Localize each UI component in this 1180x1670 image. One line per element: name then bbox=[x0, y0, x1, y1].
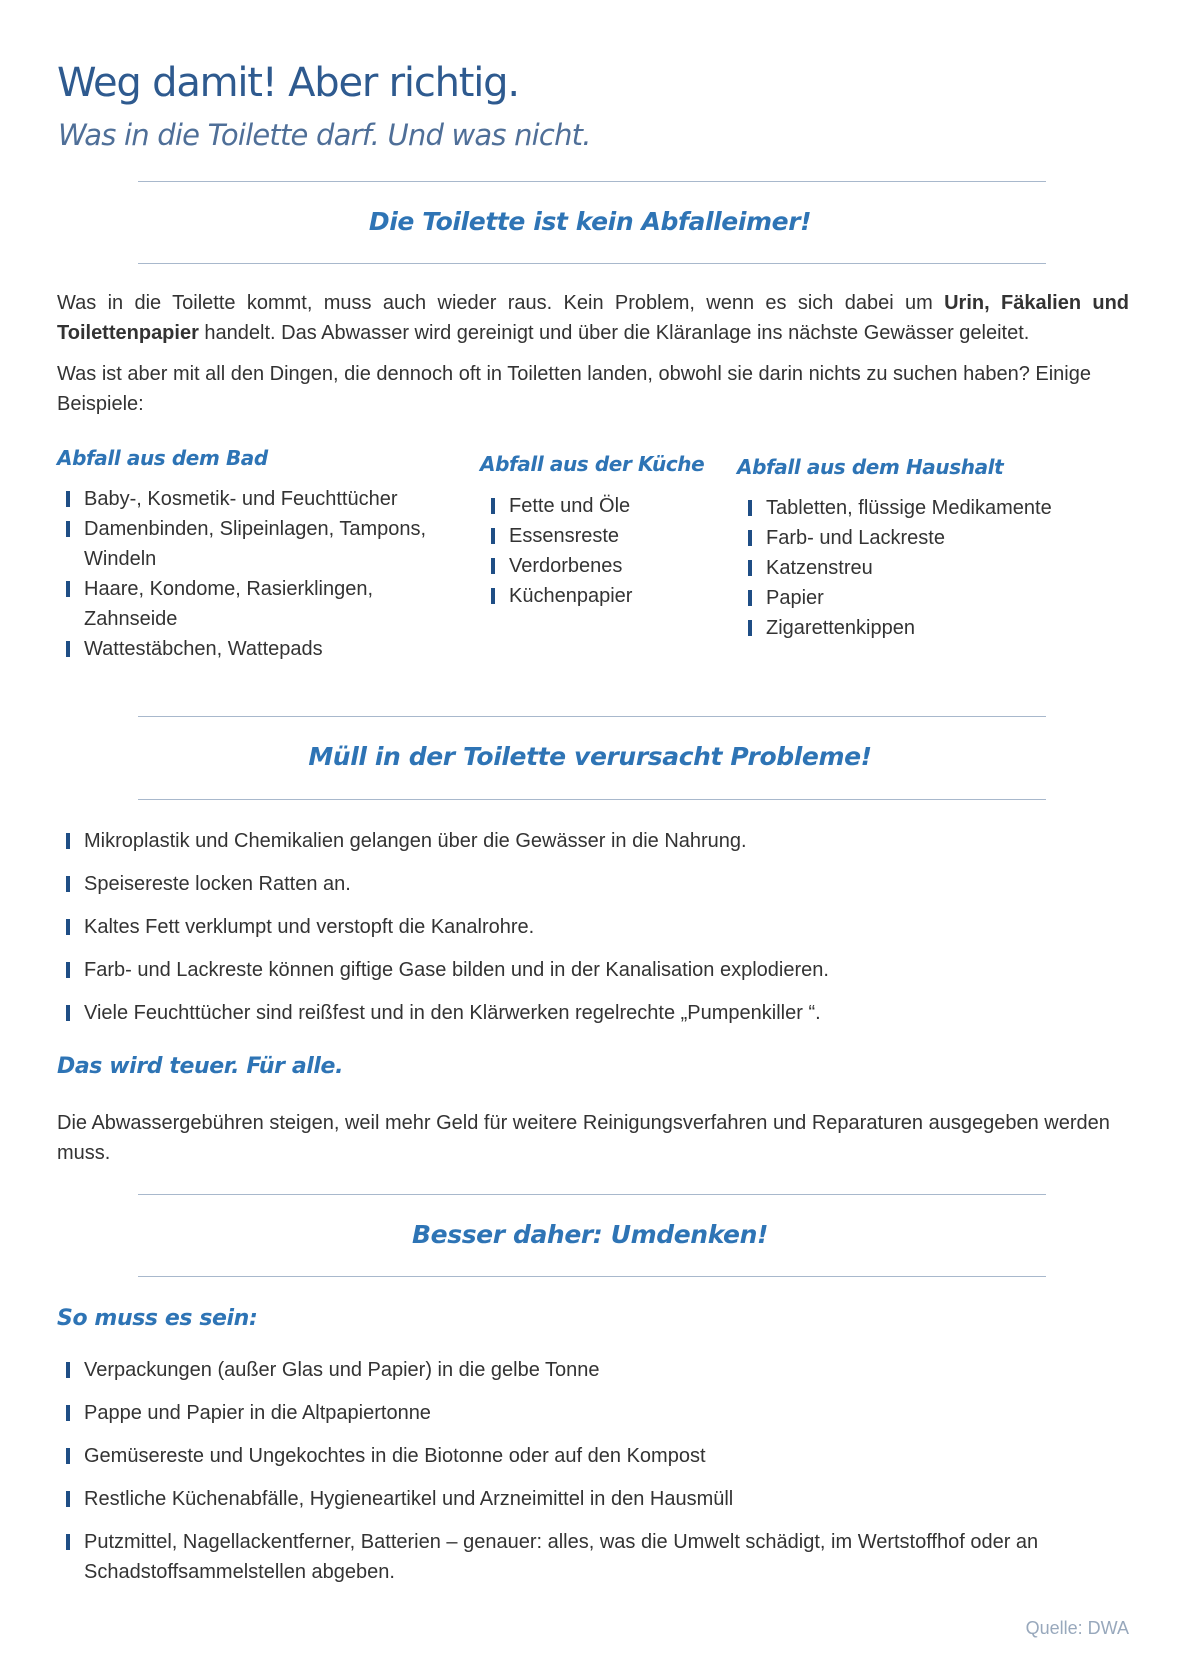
divider-top-3 bbox=[138, 1194, 1046, 1195]
list-item: Katzenstreu bbox=[752, 553, 1147, 583]
list-kitchen-waste bbox=[490, 491, 720, 611]
section-heading-problems: Müll in der Toilette verursacht Probleme! bbox=[308, 742, 872, 771]
list-item: Tabletten, flüssige Medikamente bbox=[752, 493, 1147, 523]
list-item: Viele Feuchttücher sind reißfest und in den Klärwerken regelrechte „Pumpenkiller “. bbox=[70, 998, 1145, 1028]
list-item: Verdorbenes bbox=[495, 551, 720, 581]
source-note: Quelle: DWA bbox=[1025, 1618, 1129, 1638]
list-item: Pappe und Papier in die Altpapiertonne bbox=[70, 1398, 1145, 1428]
list-item: Mikroplastik und Chemikalien gelangen über die Gewässer in die Nahrung. bbox=[70, 826, 1145, 856]
divider-top-2 bbox=[138, 716, 1046, 717]
intro-text-end: handelt. Das Abwasser wird gereinigt und über die Kläranlage ins nächste Gewässer geleitet. bbox=[198, 322, 1030, 344]
divider-bottom-1 bbox=[138, 263, 1046, 264]
list-bath-waste bbox=[65, 484, 455, 664]
list-item: Papier bbox=[752, 583, 1147, 613]
list-problems bbox=[65, 826, 1145, 1041]
page-title: Weg damit! Aber richtig. bbox=[57, 60, 519, 106]
intro-paragraph bbox=[57, 288, 1129, 348]
divider-bottom-2 bbox=[138, 799, 1046, 800]
list-item: Kaltes Fett verklumpt und verstopft die Kanalrohre. bbox=[70, 912, 1145, 942]
intro-text-start: Was in die Toilette kommt, muss auch wieder raus. Kein Problem, wenn es sich dabei um bbox=[57, 292, 945, 314]
list-item: Wattestäbchen, Wattepads bbox=[70, 634, 455, 664]
list-item: Baby-, Kosmetik- und Feuchttücher bbox=[70, 484, 455, 514]
rules-subheading: So muss es sein: bbox=[57, 1306, 258, 1331]
list-item: Farb- und Lackreste können giftige Gase bilden und in der Kanalisation explodieren. bbox=[70, 955, 1145, 985]
list-disposal-rules bbox=[65, 1355, 1145, 1600]
section-heading-rethink: Besser daher: Umdenken! bbox=[412, 1220, 768, 1249]
list-item: Damenbinden, Slipeinlagen, Tampons, Windeln bbox=[70, 514, 455, 574]
page-subtitle: Was in die Toilette darf. Und was nicht. bbox=[58, 118, 591, 152]
divider-top-1 bbox=[138, 181, 1046, 182]
list-item: Verpackungen (außer Glas und Papier) in die gelbe Tonne bbox=[70, 1355, 1145, 1385]
list-item: Speisereste locken Ratten an. bbox=[70, 869, 1145, 899]
list-item: Gemüsereste und Ungekochtes in die Biotonne oder auf den Kompost bbox=[70, 1441, 1145, 1471]
cost-paragraph: Die Abwassergebühren steigen, weil mehr Geld für weitere Reinigungsverfahren und Reparaturen ausgegeben werden muss. bbox=[57, 1112, 1110, 1164]
divider-bottom-3 bbox=[138, 1276, 1046, 1277]
column-heading-kitchen: Abfall aus der Küche bbox=[480, 452, 705, 476]
list-household-waste bbox=[747, 493, 1147, 643]
list-item: Restliche Küchenabfälle, Hygieneartikel und Arzneimittel in den Hausmüll bbox=[70, 1484, 1145, 1514]
cost-heading: Das wird teuer. Für alle. bbox=[57, 1054, 344, 1079]
list-item: Küchenpapier bbox=[495, 581, 720, 611]
column-heading-bath: Abfall aus dem Bad bbox=[57, 446, 268, 470]
list-item: Farb- und Lackreste bbox=[752, 523, 1147, 553]
list-item: Zigarettenkippen bbox=[752, 613, 1147, 643]
column-heading-household: Abfall aus dem Haushalt bbox=[737, 455, 1004, 479]
list-item: Haare, Kondome, Rasierklingen, Zahnseide bbox=[70, 574, 455, 634]
section-heading-toilet-not-bin: Die Toilette ist kein Abfalleimer! bbox=[368, 207, 812, 236]
list-item: Essensreste bbox=[495, 521, 720, 551]
intro-text-bold: Urin, Fäkalien und Toilettenpapier bbox=[57, 292, 1130, 344]
list-item: Putzmittel, Nagellackentferner, Batterien – genauer: alles, was die Umwelt schädigt, im Wertstoffhof oder an Schadstoffsammelstellen abgeben. bbox=[70, 1527, 1145, 1587]
list-item: Fette und Öle bbox=[495, 491, 720, 521]
question-paragraph: Was ist aber mit all den Dingen, die dennoch oft in Toiletten landen, obwohl sie darin nichts zu suchen haben? Einige Beispiele: bbox=[57, 363, 1091, 415]
